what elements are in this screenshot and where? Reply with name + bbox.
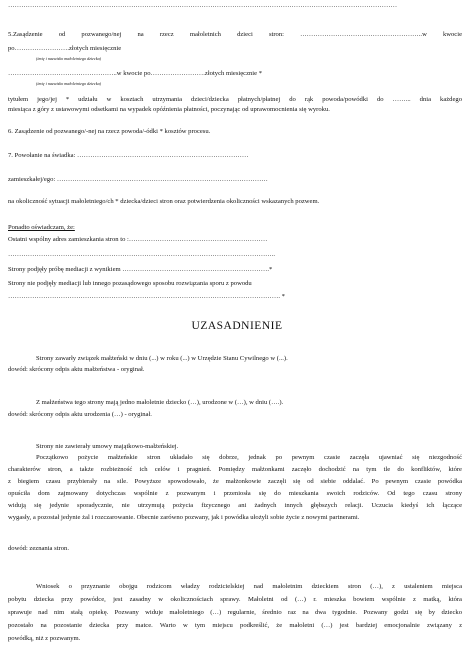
statements-line-3: Strony podjęły próbę mediacji z wynikiem ………………………………………………………….* bbox=[8, 266, 273, 273]
paragraph-5-line-3: sprawuje nad nim stałą opiekę. Pozwany widuje małoletniego (…) regularnie, średnio raz na dwa tygodnie. Pozwany godzi się by dziecko bbox=[8, 609, 462, 616]
statements-line-1: Ostatni wspólny adres zamieszkania stron to :……………………………………………………… bbox=[8, 236, 268, 243]
statements-line-4: Strony nie podjęły mediacji lub innego pozasądowego sposobu rozwiązania sporu z powodu bbox=[8, 280, 252, 287]
statements-line-5: ……………………………………………………………………………………………………………. * bbox=[8, 293, 285, 300]
paragraph-5-line-4: pozostało na pozostanie dziecka przy matce. Warto w tym miejscu podkreślić, że małoletni (…) jest bardziej emocjonalnie związany z bbox=[8, 622, 462, 629]
paragraph-5-line-5: powódką, niż z pozwanym. bbox=[8, 635, 81, 642]
section-5-hint-2: (imię i nazwisko małoletniego dziecka) bbox=[36, 81, 102, 86]
paragraph-4-line-2: charakterów stron, a także rozbieżność ich celów i pragnień. Pomiędzy małżonkami zaczęło dochodzić na tym tle do konfliktów, które bbox=[8, 466, 462, 473]
section-5-line-4: tytułem jego/jej * udziału w kosztach utrzymania dzieci/dziecka płatnych/płatnej do rąk powoda/powódki do ……... dnia każdego bbox=[8, 96, 462, 103]
paragraph-4-line-1: Początkowo pożycie małżeńskie stron układało się dobrze, jednak po pewnym czasie zaczęła ujawniać się niezgodność bbox=[36, 454, 462, 461]
section-7-line-3: na okoliczność sytuacji małoletniego/ch * dziecka/dzieci stron oraz potwierdzenia okoliczności wskazanych pozwem. bbox=[8, 198, 320, 205]
section-5-line-5: miesiąca z góry z ustawowymi odsetkami na wypadek opóźnienia płatności, poczynając od uprawomocnienia się wyroku. bbox=[8, 106, 330, 113]
section-5-line-1: 5.Zasądzenie od pozwanego/nej na rzecz małoletnich dzieci stron: ………………………………………………..w kwocie bbox=[8, 31, 462, 38]
section-7-line-1: 7. Powołanie na świadka: …………………………………………………………………… bbox=[8, 152, 249, 159]
paragraph-4-line-5: widują się jedynie sporadycznie, nie utrzymują pożycia fizycznego ani żadnych innych głębszych relacji. Uczucia kiedyś ich łączące bbox=[8, 502, 462, 509]
section-5-hint-1: (imię i nazwisko małoletniego dziecka) bbox=[36, 56, 102, 61]
paragraph-5-line-2: pobytu dziecka przy powódce, jest zasadny w okolicznościach sprawy. Małoletni od (…) r. mieszka bowiem wspólnie z matką, która bbox=[8, 596, 462, 603]
paragraph-4-line-4: opuściła dom zajmowany dotychczas wspólnie z pozwanym i przeniosła się do mieszkania swoich rodziców. Od tego czasu strony bbox=[8, 490, 462, 497]
paragraph-1-evidence: dowód: skrócony odpis aktu małżeństwa - oryginał. bbox=[8, 366, 145, 373]
section-6-line: 6. Zasądzenie od pozwanego/-nej na rzecz powoda/-ódki * kosztów procesu. bbox=[8, 128, 211, 135]
top-dotted-line: …………………………………………………………………………………………………………………………………………………………… bbox=[8, 2, 398, 9]
section-5-line-3: …………………………………………..w kwocie po…………………….złotych miesięcznie * bbox=[8, 70, 263, 77]
section-5-line-2: po…………………….złotych miesięcznie bbox=[8, 45, 122, 52]
statements-heading: Ponadto oświadczam, że: bbox=[8, 224, 75, 231]
paragraph-2-evidence: dowód: skrócony odpis aktu urodzenia (…) - oryginał. bbox=[8, 411, 152, 418]
paragraph-1-line-1: Strony zawarły związek małżeński w dniu (...) w roku (...) w Urzędzie Stanu Cywilnego w (...). bbox=[36, 355, 288, 362]
paragraph-3-line-1: Strony nie zawierały umowy majątkowo-małżeńskiej. bbox=[36, 443, 179, 450]
paragraph-4-line-3: z biegiem czasu przybierały na sile. Powyższe spowodowało, że małżonkowie zaczęli się od siebie oddalać. Po pewnym czasie powódka bbox=[8, 478, 462, 485]
section-7-line-2: zamieszkałej/ego: …………………………………………………………………………………… bbox=[8, 176, 268, 183]
paragraph-5-line-1: Wniosek o przyznanie obojgu rodzicom władzy rodzicielskiej nad małoletnim dzieckiem stron (…), z ustaleniem miejsca bbox=[36, 583, 462, 590]
paragraph-2-line-1: Z małżeństwa tego strony mają jedno małoletnie dziecko (…), urodzone w (…), w dniu (….). bbox=[36, 399, 284, 406]
paragraph-4-evidence: dowód: zeznania stron. bbox=[8, 545, 69, 552]
justification-title: UZASADNIENIE bbox=[191, 320, 283, 332]
paragraph-4-line-6: wygasły, a pozostał jedynie żal i rozczarowanie. Obecnie zarówno pozwany, jak i powódka ułożyli sobie życie z nowymi partnerami. bbox=[8, 514, 360, 521]
statements-line-2: ………………………………………………………………………………………………………….. bbox=[8, 251, 276, 258]
